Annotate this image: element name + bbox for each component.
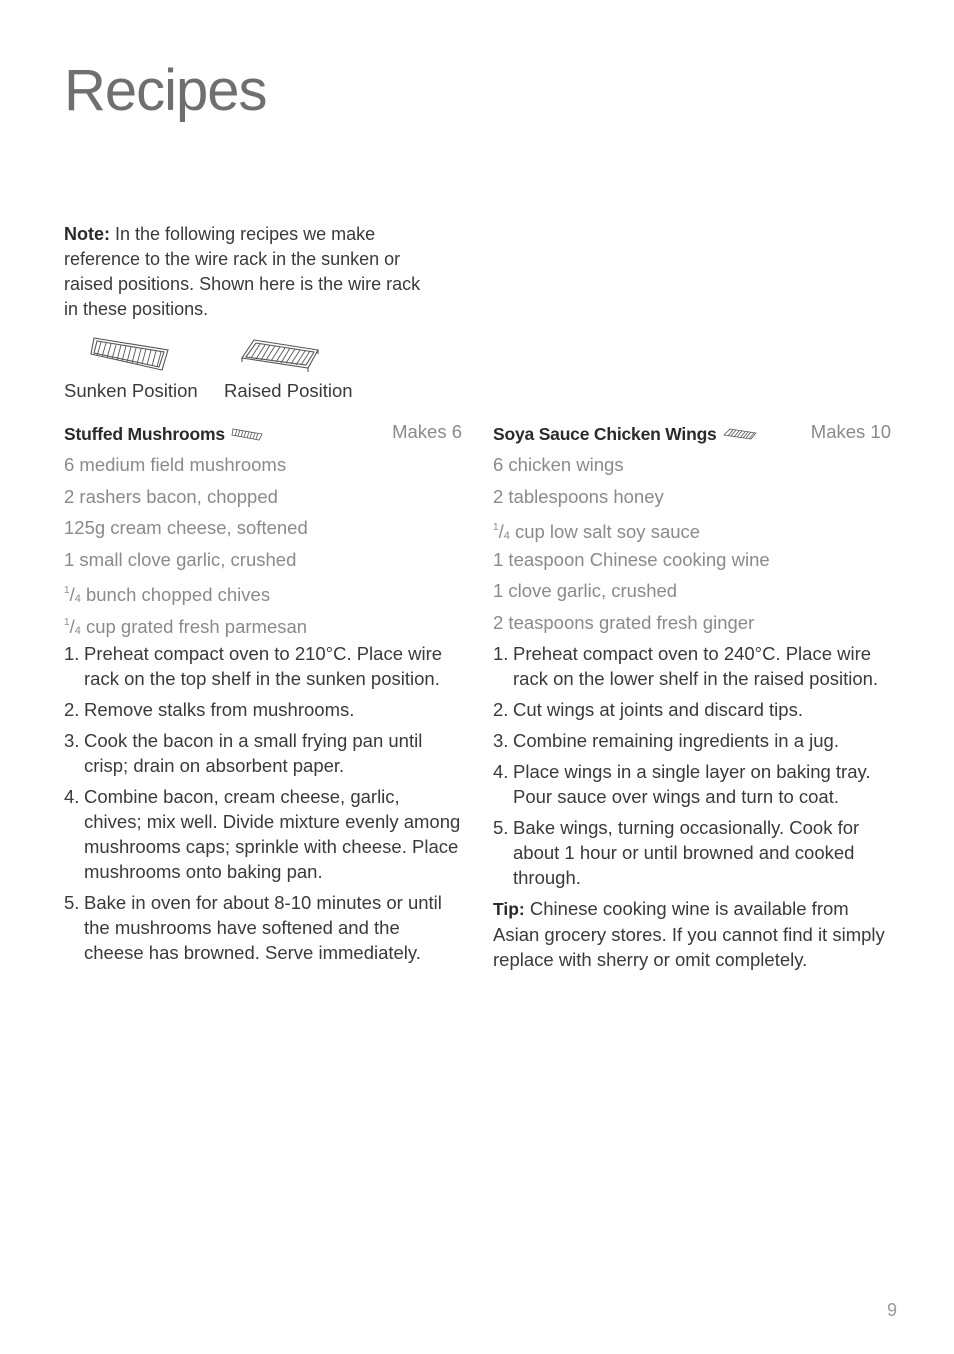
- recipe-header: [64, 420, 462, 448]
- method-steps: [493, 641, 891, 890]
- method-step: 3. Combine remaining ingredients in a jug.: [493, 730, 839, 751]
- ingredient-item: 2 teaspoons grated fresh ginger: [493, 611, 755, 633]
- raised-rack-icon: [240, 336, 322, 374]
- method-steps: [64, 641, 462, 965]
- method-step: 2. Remove stalks from mushrooms.: [64, 699, 355, 720]
- recipe-stuffed-mushrooms: [64, 420, 462, 971]
- sunken-rack-icon: [231, 427, 263, 441]
- page-title: Recipes: [64, 58, 267, 123]
- method-step: 5. Bake in oven for about 8-10 minutes or until the mushrooms have softened and the cheese has browned. Serve immediately.: [64, 892, 442, 963]
- tip-paragraph: [493, 896, 891, 972]
- ingredient-item: 2 tablespoons honey: [493, 485, 664, 507]
- recipe-yield: Makes 10: [810, 421, 891, 442]
- note-paragraph: [64, 222, 434, 322]
- method-step: 5. Bake wings, turning occasionally. Cook for about 1 hour or until browned and cooked through.: [493, 817, 860, 888]
- ingredient-item: 125g cream cheese, softened: [64, 517, 308, 538]
- ingredient-list: [493, 452, 891, 635]
- note-text: In the following recipes we make reference to the wire rack in the sunken or raised positions. Shown here is the wire rack in these positions.: [64, 224, 421, 319]
- fraction: $^1/_4$: [64, 615, 81, 637]
- ingredient-item: 6 chicken wings: [493, 454, 624, 475]
- ingredient-item: 1 teaspoon Chinese cooking wine: [493, 548, 770, 570]
- tip-label: Tip:: [493, 899, 525, 919]
- recipe-header: [493, 420, 891, 448]
- tip-text: Chinese cooking wine is available from Asian grocery stores. If you cannot find it simply replace with sherry or omit completely.: [493, 898, 885, 970]
- page-number: 9: [887, 1300, 898, 1320]
- raised-rack-icon: [723, 427, 757, 441]
- ingredient-item: 6 medium field mushrooms: [64, 454, 287, 475]
- ingredient-item: $^1/_4$ bunch chopped chives: [64, 584, 271, 605]
- ingredient-item: $^1/_4$ cup grated fresh parmesan: [64, 615, 308, 637]
- method-step: 4. Place wings in a single layer on baking tray. Pour sauce over wings and turn to coat.: [493, 761, 871, 807]
- recipe-soya-sauce-chicken-wings: [493, 420, 891, 991]
- ingredient-item: 1 clove garlic, crushed: [493, 580, 678, 601]
- ingredient-item: $^1/_4$ cup low salt soy sauce: [493, 521, 701, 542]
- method-step: 4. Combine bacon, cream cheese, garlic, chives; mix well. Divide mixture evenly among mushrooms caps; sprinkle with cheese. Place mushrooms onto baking pan.: [64, 786, 461, 882]
- ingredient-item: 2 rashers bacon, chopped: [64, 485, 278, 507]
- note-label: Note:: [64, 224, 110, 244]
- method-step: 1. Preheat compact oven to 210°C. Place wire rack on the top shelf in the sunken position.: [64, 643, 443, 689]
- fraction: $^1/_4$: [493, 521, 510, 542]
- fraction: $^1/_4$: [64, 584, 81, 605]
- ingredient-list: [64, 452, 462, 635]
- sunken-rack-icon: [90, 334, 172, 374]
- ingredient-item: 1 small clove garlic, crushed: [64, 548, 297, 570]
- recipe-title: Soya Sauce Chicken Wings: [493, 423, 717, 444]
- method-step: 3. Cook the bacon in a small frying pan until crisp; drain on absorbent paper.: [64, 730, 423, 776]
- raised-position-label: Raised Position: [224, 380, 353, 401]
- method-step: 1. Preheat compact oven to 240°C. Place wire rack on the lower shelf in the raised position.: [493, 643, 879, 689]
- recipe-title: Stuffed Mushrooms: [64, 423, 225, 444]
- recipe-yield: Makes 6: [392, 421, 462, 442]
- method-step: 2. Cut wings at joints and discard tips.: [493, 699, 803, 720]
- sunken-position-label: Sunken Position: [64, 380, 198, 401]
